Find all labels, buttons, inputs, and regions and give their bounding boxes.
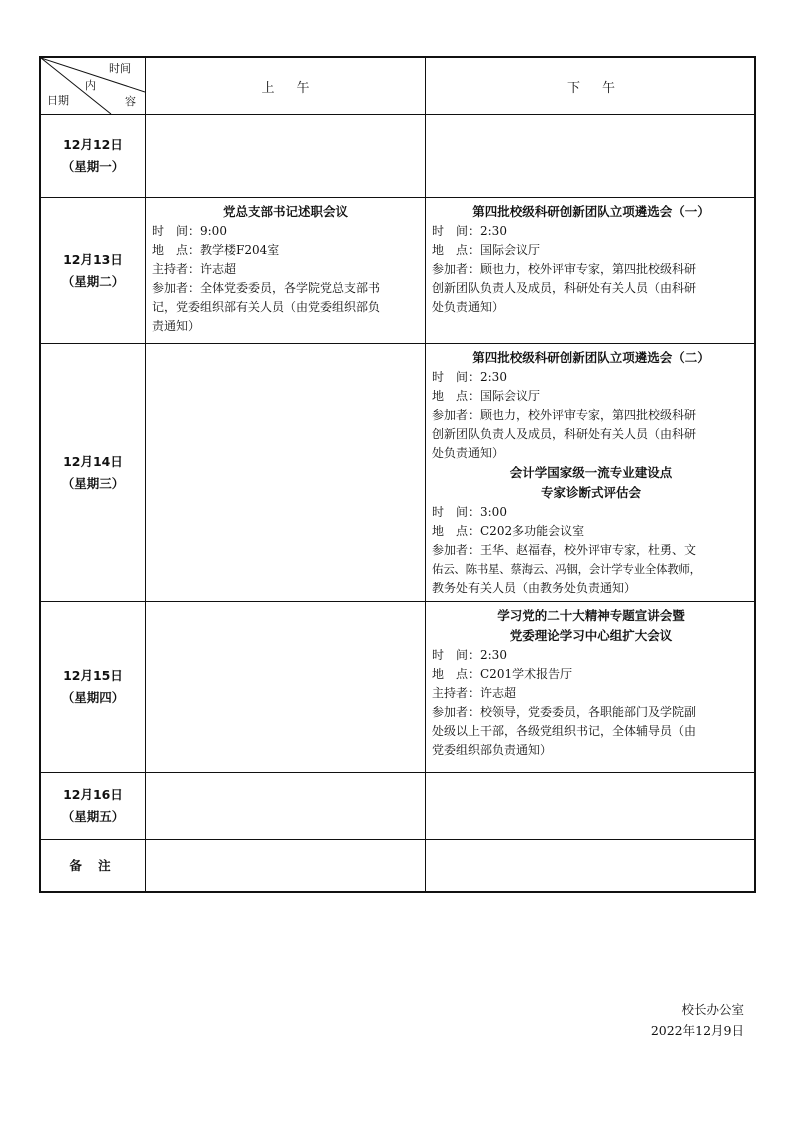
event-time: 时 间：2:30	[432, 648, 507, 662]
weekday-text: （星期二）	[61, 273, 125, 289]
event-attendees-line: 参加者：王华、赵福春，校外评审专家，杜勇、文	[432, 543, 697, 557]
date-cell-fri	[41, 773, 145, 839]
event-place: 地 点：C201学术报告厅	[432, 667, 573, 681]
event-tue-pm	[426, 198, 756, 317]
row-divider	[41, 114, 754, 115]
row-divider	[41, 772, 754, 773]
event-host: 主持者：许志超	[152, 262, 237, 276]
event-attendees-line: 参加者：顾也力，校外评审专家，第四批校级科研	[432, 408, 697, 422]
weekday-text: （星期五）	[61, 809, 125, 824]
event-title: 学习党的二十大精神专题宣讲会暨	[497, 608, 685, 623]
event-place: 地 点：C202多功能会议室	[432, 524, 585, 538]
date-cell-tue	[41, 198, 145, 343]
event-attendees-line: 教务处有关人员（由教务处负责通知）	[432, 581, 637, 595]
weekday-text: （星期三）	[61, 475, 125, 491]
event-place: 地 点：国际会议厅	[432, 243, 541, 257]
event-thu-pm	[426, 602, 756, 760]
date-text: 12月16日	[63, 787, 123, 802]
event-time: 时 间：2:30	[432, 224, 507, 238]
event-place: 地 点：国际会议厅	[432, 389, 541, 403]
weekday-text: （星期四）	[61, 690, 125, 705]
event-title: 党委理论学习中心组扩大会议	[509, 628, 673, 643]
date-text: 12月15日	[63, 668, 123, 683]
event-attendees-line: 党委组织部负责通知）	[432, 743, 553, 757]
remarks-label: 备 注	[69, 857, 117, 873]
date-text: 12月14日	[63, 453, 123, 469]
corner-header-cell	[41, 58, 145, 114]
date-cell-mon	[41, 115, 145, 197]
issue-date: 2022年12月9日	[650, 1023, 744, 1038]
schedule-table	[39, 56, 756, 893]
event-attendees-line: 记，党委组织部有关人员（由党委组织部负	[152, 300, 381, 314]
weekday-text: （星期一）	[61, 159, 125, 174]
column-divider	[145, 58, 146, 891]
header-date-label: 日期	[47, 94, 69, 107]
event-time: 时 间：3:00	[432, 505, 507, 519]
row-divider	[41, 839, 754, 840]
event-title: 第四批校级科研创新团队立项遴选会（一）	[472, 204, 710, 219]
event-attendees-line: 创新团队负责人及成员，科研处有关人员（由科研	[432, 281, 697, 295]
event-attendees-line: 处负责通知）	[432, 300, 505, 314]
event-place: 地 点：教学楼F204室	[152, 243, 280, 257]
event-attendees-line: 创新团队负责人及成员，科研处有关人员（由科研	[432, 427, 697, 441]
header-content-label-2: 容	[125, 95, 136, 108]
header-morning: 上午	[261, 80, 332, 96]
event-attendees-line: 参加者：校领导，党委委员，各职能部门及学院副	[432, 705, 697, 719]
event-attendees-line: 参加者：全体党委委员，各学院党总支部书	[152, 281, 381, 295]
event-time: 时 间：2:30	[432, 370, 507, 384]
header-afternoon: 下午	[566, 80, 637, 96]
date-cell-wed	[41, 344, 145, 601]
date-cell-thu	[41, 602, 145, 772]
date-text: 12月13日	[63, 251, 123, 267]
header-content-label-1: 内	[85, 79, 96, 92]
event-title: 党总支部书记述职会议	[222, 204, 348, 219]
header-time-label: 时间	[109, 62, 131, 75]
event-attendees-line: 佑云、陈书星、蔡海云、冯铟，会计学专业全体教师，	[432, 562, 701, 576]
event-attendees-line: 责通知）	[152, 319, 201, 333]
event-attendees-line: 处负责通知）	[432, 446, 505, 460]
event-title: 专家诊断式评估会	[540, 485, 641, 500]
issuer-office: 校长办公室	[681, 1002, 744, 1017]
event-host: 主持者：许志超	[432, 686, 517, 700]
date-text: 12月12日	[63, 137, 123, 152]
event-title: 会计学国家级一流专业建设点	[509, 465, 673, 480]
event-time: 时 间：9:00	[152, 224, 227, 238]
event-tue-am	[146, 198, 425, 336]
event-attendees-line: 处级以上干部，各级党组织书记，全体辅导员（由	[432, 724, 697, 738]
event-title: 第四批校级科研创新团队立项遴选会（二）	[472, 350, 710, 365]
event-attendees-line: 参加者：顾也力，校外评审专家，第四批校级科研	[432, 262, 697, 276]
remarks-label-cell	[41, 840, 145, 891]
event-wed-pm	[426, 344, 756, 598]
